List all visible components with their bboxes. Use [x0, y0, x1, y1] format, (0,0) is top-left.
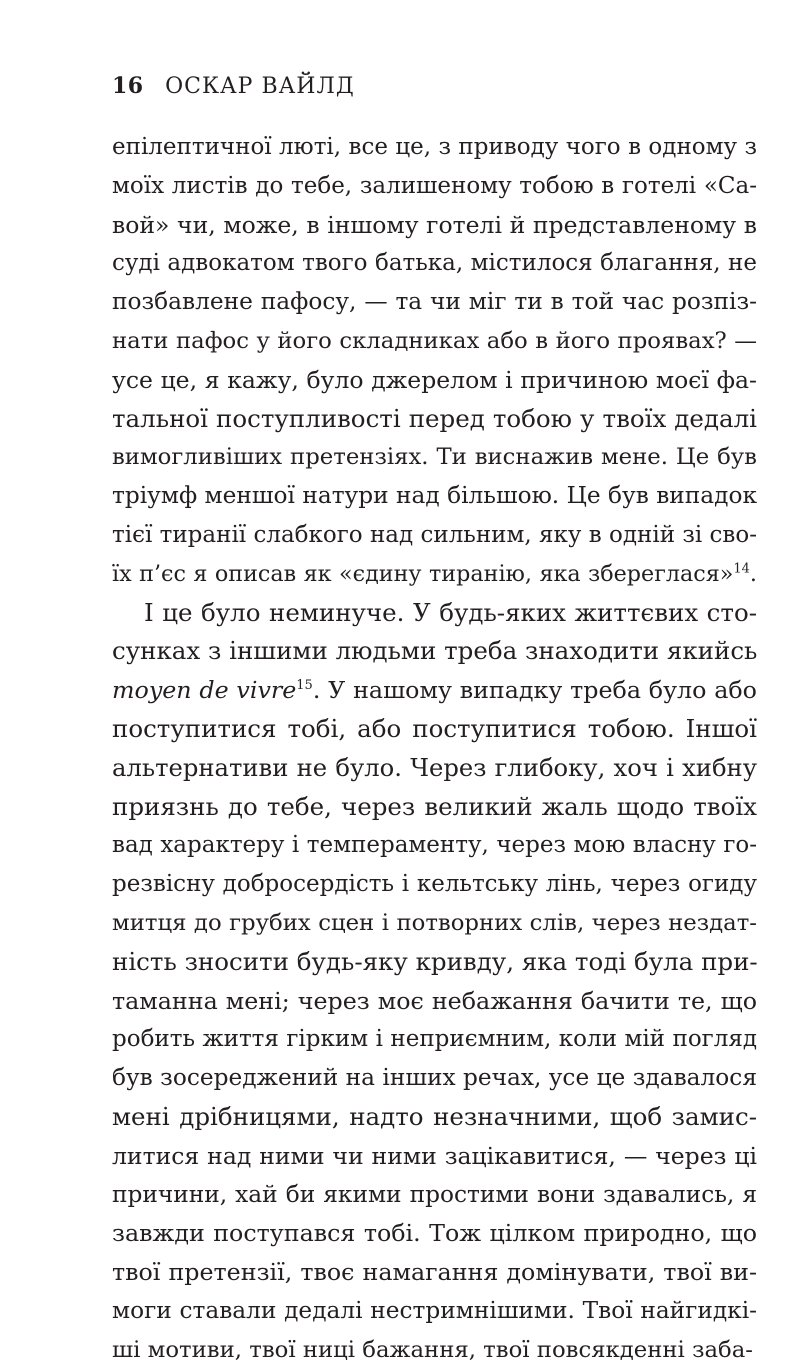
text-line: альтернативи не було. Через глибоку, хоч і хибну — [112, 752, 757, 782]
text-line: таманна мені; через моє небажання бачити те, що — [112, 986, 757, 1015]
text-segment: . У нашому випадку треба було або — [312, 676, 757, 705]
text-line: литися над ними чи ними зацікавитися, — через ці — [112, 1141, 757, 1170]
text-line — [112, 671, 757, 710]
text-line: твої претензії, твоє намагання домінувати, твої ви- — [112, 1258, 757, 1287]
text-line: усе це, я кажу, було джерелом і причиною моєї фа- — [112, 365, 757, 394]
text-line: поступитися тобі, або поступитися тобою. Іншої — [112, 713, 757, 743]
text-line: тієї тиранії слабкого над сильним, яку в одній зі сво- — [112, 521, 757, 548]
text-line: робить життя гірким і неприємним, коли мій погляд — [112, 1026, 757, 1053]
page-number: 16 — [112, 73, 144, 99]
text-line: І це було неминуче. У будь-яких життєвих сто- — [144, 597, 757, 627]
text-line: приязнь до тебе, через великий жаль щодо твоїх — [112, 791, 757, 821]
text-line: тальної поступливості перед тобою у твоїх дедалі — [112, 403, 757, 433]
text-line: був зосереджений на інших речах, усе це здавалося — [112, 1064, 757, 1092]
text-line: тріумф меншої натури над більшою. Це був випадок — [112, 482, 757, 510]
text-line: завжди поступався тобі. Тож цілком природно, що — [112, 1219, 757, 1248]
text-line: вимогливіших претензіях. Ти виснажив мене. Це був — [112, 444, 757, 471]
text-line: суді адвокатом твого батька, містилося благання, не — [112, 250, 757, 277]
text-line: вой» чи, може, в іншому готелі й представленому в — [112, 210, 757, 239]
text-line: моїх листів до тебе, залишеному тобою в готелі «Са- — [112, 172, 757, 199]
text-line: моги ставали дедалі нестримнішими. Твої найгидкі- — [112, 1296, 757, 1324]
text-line: причини, хай би якими простими вони здавались, я — [112, 1180, 757, 1208]
body-text — [112, 128, 757, 1370]
running-title: ОСКАР ВАЙЛД — [165, 74, 355, 99]
running-header — [112, 72, 355, 101]
text-segment: їх п’єс я описав як «єдину тиранію, яка збереглася» — [112, 560, 734, 587]
paragraph-1 — [112, 128, 757, 594]
text-line: епілептичної люті, все це, з приводу чого в одному з — [112, 134, 757, 160]
text-line: ність зносити будь-яку кривду, яка тоді була при- — [112, 946, 758, 976]
paragraph-2 — [112, 594, 757, 1370]
italic-phrase: moyen de vivre — [112, 676, 297, 705]
text-line: митця до грубих сцен і потворних слів, через нездат- — [112, 909, 757, 936]
text-line: мені дрібницями, надто незначними, щоб замис- — [112, 1101, 757, 1131]
text-segment: . — [749, 560, 757, 587]
text-line: сунках з іншими людьми треба знаходити якийсь — [112, 636, 758, 666]
text-line: вад характеру і темпераменту, через мою власну го- — [112, 832, 757, 859]
text-line: нати пафос у його складниках або в його проявах? — — [112, 327, 757, 354]
text-line — [112, 555, 757, 594]
text-line: ші мотиви, твої ниці бажання, твої повсякденні заба- — [112, 1336, 753, 1363]
footnote-ref-15[interactable]: 15 — [296, 678, 313, 694]
text-line: позбавлене пафосу, — та чи міг ти в той час розпіз- — [112, 288, 757, 316]
footnote-ref-14[interactable]: 14 — [733, 561, 750, 577]
text-line: резвісну добросердість і кельтську лінь, через огиду — [112, 871, 757, 898]
